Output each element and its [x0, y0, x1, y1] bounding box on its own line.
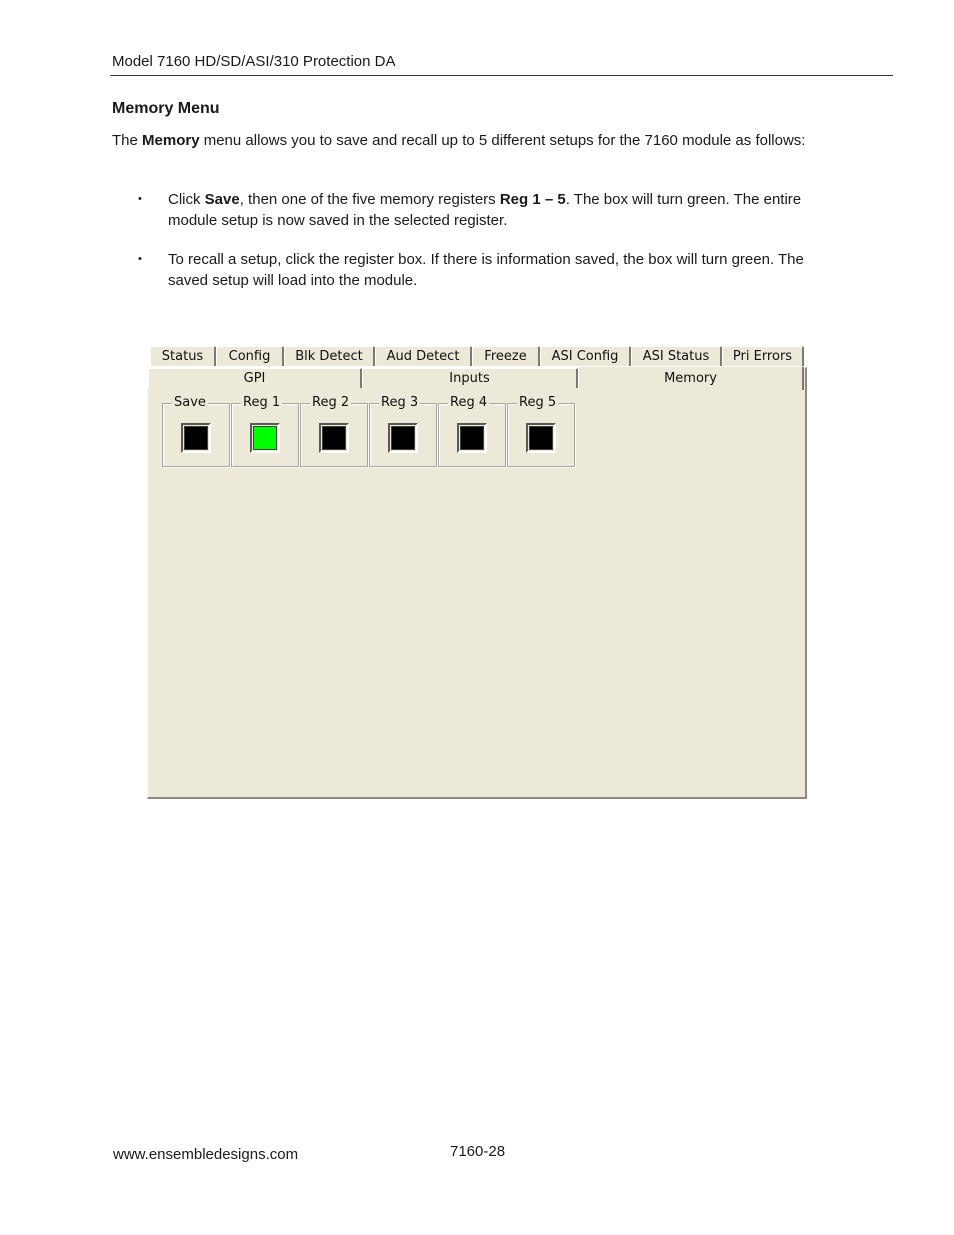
bullet-text-pre: Click: [168, 191, 205, 208]
register-save-box[interactable]: [181, 423, 211, 453]
tab-freeze[interactable]: Freeze: [472, 346, 540, 366]
tab-inputs[interactable]: Inputs: [362, 368, 578, 388]
register-indicator: [184, 426, 208, 450]
tab-asi-status[interactable]: ASI Status: [631, 346, 722, 366]
register-indicator: [529, 426, 553, 450]
bullet-text-mid: , then one of the five memory registers: [239, 191, 500, 208]
register-reg5-group: [507, 395, 575, 467]
tab-aud-detect[interactable]: Aud Detect: [375, 346, 472, 366]
bullet-bold-regs: Reg 1 – 5: [499, 191, 566, 208]
tab-memory[interactable]: Memory: [578, 366, 804, 390]
intro-text-pre: The: [112, 132, 143, 149]
register-reg2-group: [300, 395, 368, 467]
footer-website: www.ensembledesigns.com: [113, 1146, 299, 1163]
tab-asi-config[interactable]: ASI Config: [540, 346, 631, 366]
header-divider: [110, 75, 893, 76]
register-label: Save: [174, 395, 206, 410]
memory-tab-panel-screenshot: [146, 344, 806, 798]
section-heading: Memory Menu: [112, 100, 220, 117]
register-reg4-group: [438, 395, 506, 467]
register-reg1-group: [231, 395, 299, 467]
page-header-title: Model 7160 HD/SD/ASI/310 Protection DA: [112, 53, 396, 70]
register-label: Reg 1: [243, 395, 281, 410]
register-reg2-box[interactable]: [319, 423, 349, 453]
register-label: Reg 4: [450, 395, 488, 410]
bullet-text-post: . The box will turn green. The entire module setup is now saved in the selected register.: [168, 191, 802, 229]
register-indicator: [391, 426, 415, 450]
bullet-glyph: •: [138, 253, 142, 265]
register-reg5-box[interactable]: [526, 423, 556, 453]
intro-text-bold: Memory: [142, 132, 200, 149]
bullet-text: To recall a setup, click the register box. If there is information saved, the box will turn green. The saved setup will load into the module.: [168, 251, 804, 289]
tab-pri-errors[interactable]: Pri Errors: [722, 346, 804, 366]
tab-config[interactable]: Config: [216, 346, 284, 366]
register-label: Reg 2: [312, 395, 350, 410]
register-indicator: [460, 426, 484, 450]
register-label: Reg 5: [519, 395, 557, 410]
register-indicator: [253, 426, 277, 450]
intro-text-post: menu allows you to save and recall up to 5 different setups for the 7160 module as follows:: [199, 132, 806, 149]
intro-paragraph: [112, 130, 832, 151]
register-reg4-box[interactable]: [457, 423, 487, 453]
bullet-glyph: •: [138, 193, 142, 205]
register-reg1-box[interactable]: [250, 423, 280, 453]
register-save-group: [162, 395, 230, 467]
bullet-bold-save: Save: [204, 191, 240, 208]
register-indicator: [322, 426, 346, 450]
bullet-text: [168, 189, 848, 231]
tab-blk-detect[interactable]: Blk Detect: [284, 346, 375, 366]
tab-gpi[interactable]: GPI: [148, 368, 362, 388]
register-reg3-group: [369, 395, 437, 467]
register-reg3-box[interactable]: [388, 423, 418, 453]
footer-page-number: 7160-28: [450, 1143, 506, 1160]
register-label: Reg 3: [381, 395, 419, 410]
tab-status[interactable]: Status: [150, 346, 216, 366]
